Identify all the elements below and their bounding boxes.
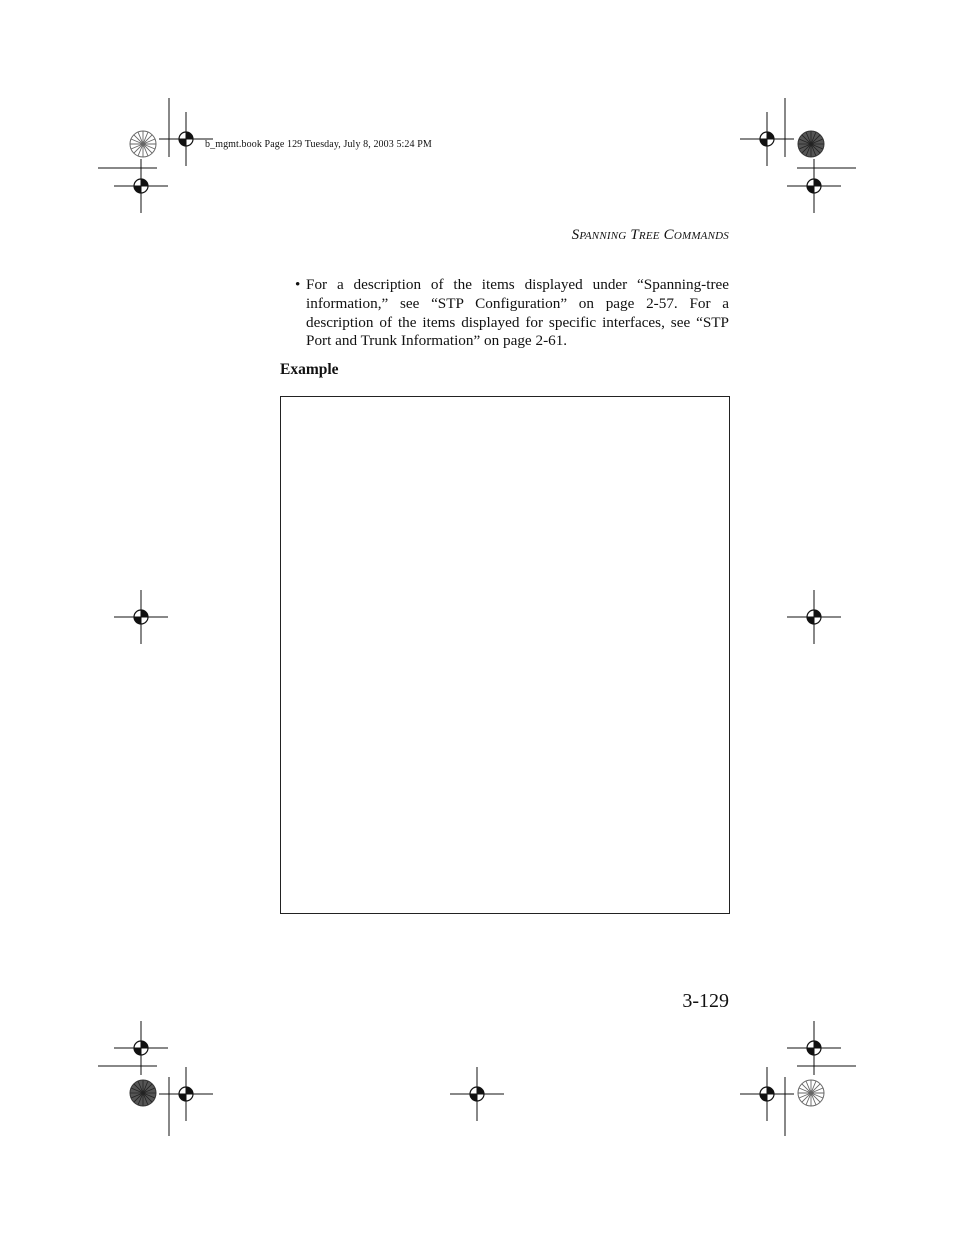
page-number: 3-129: [682, 990, 729, 1012]
registration-mark-icon: [114, 590, 168, 644]
starburst-target-icon: [798, 1080, 824, 1106]
registration-mark-icon: [114, 159, 168, 213]
registration-mark-icon: [787, 1021, 841, 1075]
registration-mark-icon: [740, 112, 794, 166]
registration-mark-icon: [114, 1021, 168, 1075]
example-box: [280, 396, 730, 914]
registration-mark-icon: [787, 590, 841, 644]
print-slug: b_mgmt.book Page 129 Tuesday, July 8, 2003 5:24 PM: [205, 139, 432, 150]
registration-mark-icon: [450, 1067, 504, 1121]
registration-mark-icon: [159, 1067, 213, 1121]
bullet-text: For a description of the items displayed under “Spanning-tree information,” see “STP Configuration” on page 2-57. For a description of the items displayed for specific interfaces, see “STP Port and Trunk Information” on page 2-61.: [306, 276, 729, 350]
bullet-icon: •: [295, 276, 301, 293]
starburst-target-icon: [798, 131, 824, 157]
starburst-target-icon: [130, 131, 156, 157]
starburst-target-icon: [130, 1080, 156, 1106]
bullet-paragraph: [293, 276, 729, 351]
registration-mark-icon: [740, 1067, 794, 1121]
example-heading: Example: [280, 361, 339, 378]
registration-mark-icon: [787, 159, 841, 213]
running-head: Spanning Tree Commands: [571, 227, 729, 243]
